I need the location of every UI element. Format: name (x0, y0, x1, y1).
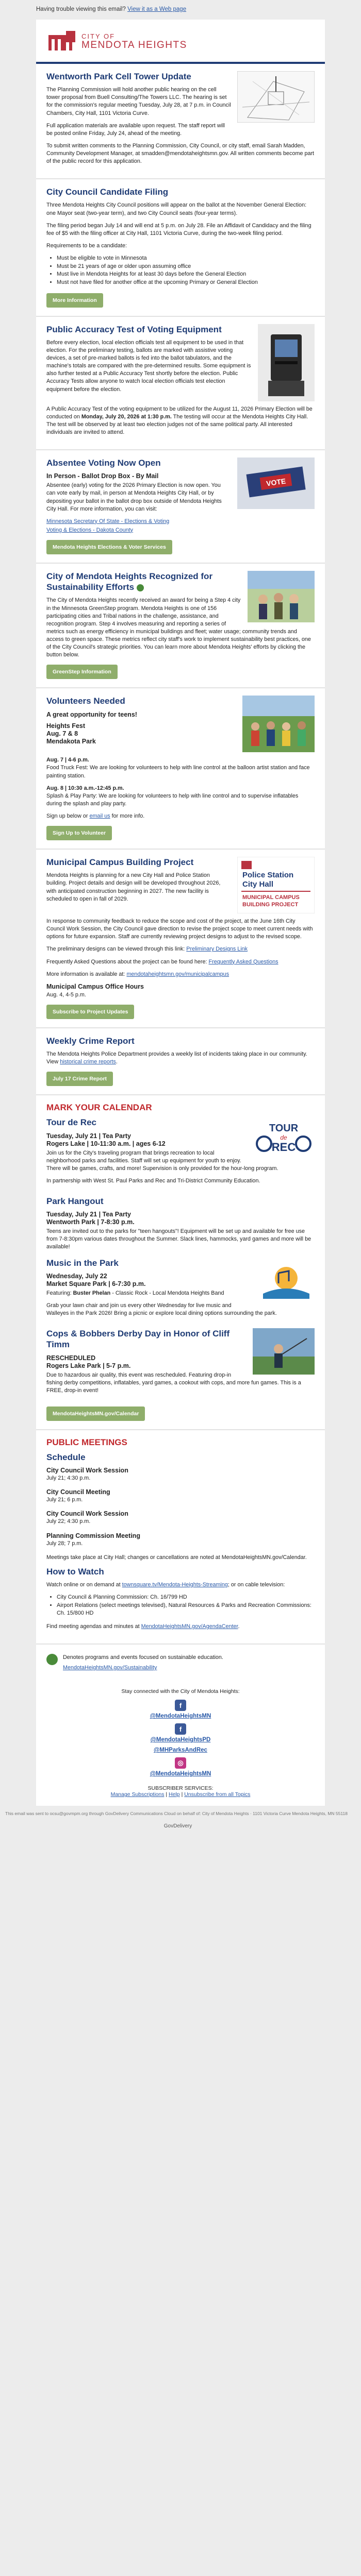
dakota-county-link[interactable]: Voting & Elections - Dakota County (46, 527, 134, 533)
campus-project-logo (237, 857, 315, 913)
volunteers-title: Volunteers Needed (46, 696, 125, 706)
meetings-banner: PUBLIC MEETINGS (46, 1437, 127, 1447)
list-item: • Airport Relations (select meetings televised), Natural Resources & Parks and Recreation Commissions: Ch. 15/800 HD (57, 1602, 315, 1618)
campus-logo-line2: City Hall (242, 880, 274, 889)
campus-p5-text: More information is available at: (46, 971, 127, 977)
fishing-photo (253, 1328, 315, 1375)
heights-fest-location: Mendakota Park (46, 737, 96, 745)
sust-text: Denotes programs and events focused on sustainable education. (63, 1654, 223, 1661)
watch-text-end: ; or on cable television: (227, 1582, 285, 1588)
email-body (36, 20, 325, 1680)
meetings-section (36, 1429, 325, 1643)
tour-date: Tuesday, July 21 | Tea Party (46, 1132, 131, 1140)
email-us-link[interactable]: email us (89, 812, 110, 819)
campus-info-link[interactable]: mendotaheightsmn.gov/municipalcampus (126, 971, 229, 977)
tower-p1: The Planning Commission will hold another public hearing on the cell tower proposal from Buell Consulting/The Towers LLC. The hearing is set for the commission's regular meeting Tuesday, July 28, at 7 p.m. in Council Chambers, City Hall, 1101 Victoria Curve. (46, 87, 231, 116)
volunteer-slot-2 (46, 785, 315, 808)
cops-status: RESCHEDULED (46, 1354, 96, 1362)
candidate-section (36, 178, 325, 315)
campus-logo-line4: BUILDING PROJECT (242, 902, 299, 908)
music-park-event (46, 1258, 315, 1323)
list-item: • Must not have filed for another office at the upcoming Primary or General Election (57, 279, 315, 287)
campus-hours: Aug. 4, 4-5 p.m. (46, 991, 86, 998)
sustainability-note (36, 1643, 325, 1680)
volunteer-signup-button[interactable]: Sign Up to Volunteer (46, 826, 112, 840)
slot-1-date: Aug. 7 | 4-6 p.m. (46, 757, 89, 764)
crime-title: Weekly Crime Report (46, 1036, 135, 1046)
meeting-date: July 21; 4:30 p.m. (46, 1475, 91, 1482)
meeting-name: City Council Work Session (46, 1510, 128, 1518)
facebook-parks-link[interactable]: @MHParksAndRec (154, 1747, 207, 1754)
crime-report-button[interactable]: July 17 Crime Report (46, 1072, 113, 1086)
accuracy-date: Monday, July 20, 2026 at 1:30 p.m. (81, 413, 172, 420)
schedule-item (46, 1532, 315, 1548)
heights-fest-title: Heights Fest (46, 722, 86, 730)
facebook-icon[interactable]: f (175, 1700, 186, 1711)
list-item: • Must live in Mendota Heights for at least 30 days before the General Election (57, 270, 315, 279)
tower-title: Wentworth Park Cell Tower Update (46, 72, 191, 81)
meeting-name: City Council Meeting (46, 1488, 110, 1496)
list-item: • Must be 21 years of age or older upon assuming office (57, 263, 315, 271)
mn-sos-link[interactable]: Minnesota Secretary Of State - Elections & Voting (46, 518, 170, 524)
music-p: Grab your lawn chair and join us every other Wednesday for live music and Walleyes in the Park 2026! Bring a picnic or explore local dining options surrounding the park. (46, 1302, 277, 1317)
hangout-title: Park Hangout (46, 1196, 104, 1206)
candidate-p2: The filing period began July 14 and will end at 5 p.m. on July 28. File an Affidavit of Candidacy and the filing fee of $5 with the filing officer at City Hall, 1101 Victoria Curve, during the two-week filing period. (46, 222, 311, 236)
schedule-item (46, 1488, 315, 1504)
find-agendas (46, 1623, 315, 1631)
streaming-link[interactable]: townsquare.tv/Mendota-Heights-Streaming (122, 1582, 228, 1588)
sustainability-link[interactable]: MendotaHeightsMN.gov/Sustainability (63, 1665, 157, 1671)
calendar-banner: MARK YOUR CALENDAR (46, 1103, 152, 1113)
signup-text: Sign up below or (46, 812, 90, 819)
accuracy-title: Public Accuracy Test of Voting Equipment (46, 324, 222, 334)
sustainability-leaf-icon (46, 1654, 58, 1665)
music-park-logo (258, 1258, 315, 1304)
accuracy-p2-text: A Public Accuracy Test of the voting equipment to be utilized for the August 11, 2026 Primary Election will be conducted on (46, 405, 313, 420)
elections-button[interactable]: Mendota Heights Elections & Voter Services (46, 540, 172, 554)
greenstep-photo (248, 571, 315, 622)
slot-2-date: Aug. 8 | 10:30 a.m.-12:45 p.m. (46, 785, 124, 791)
tour-p1: Join us for the City's traveling program that brings recreation to local neighborhood parks and facilities. Staff will set up equipment for youth to enjoy. There will be games, crafts, and more! Supervision is only provided for the hour-long program. (46, 1149, 278, 1172)
govdelivery-badge (5, 1816, 351, 1831)
absentee-subtitle: In Person - Ballot Drop Box - By Mail (46, 472, 159, 480)
greenstep-title-text: City of Mendota Heights Recognized for Sustainability Efforts (46, 571, 213, 592)
footer (36, 1680, 325, 1806)
music-band-desc: - Classic Rock - Local Mendota Heights Band (110, 1290, 224, 1296)
accuracy-section (36, 316, 325, 449)
meeting-date: July 21; 6 p.m. (46, 1497, 83, 1503)
tour-title: Tour de Rec (46, 1117, 96, 1128)
calendar-section (36, 1094, 325, 1429)
campus-hours-title: Municipal Campus Office Hours (46, 982, 144, 990)
historical-crime-link[interactable]: historical crime reports (60, 1059, 116, 1065)
volunteers-section (36, 687, 325, 849)
facebook-icon[interactable]: f (175, 1723, 186, 1735)
watch-p1 (46, 1581, 315, 1589)
facebook-link[interactable]: @MendotaHeightsMN (150, 1713, 211, 1720)
campus-p3-text: The preliminary designs can be viewed through this link: (46, 946, 187, 953)
campus-section (36, 849, 325, 1027)
calendar-button[interactable]: MendotaHeightsMN.gov/Calendar (46, 1406, 145, 1421)
campus-subscribe-button[interactable]: Subscribe to Project Updates (46, 1005, 134, 1019)
candidate-title: City Council Candidate Filing (46, 187, 169, 197)
meeting-name: City Council Work Session (46, 1467, 128, 1475)
preheader-text: Having trouble viewing this email? (36, 6, 126, 12)
logo-line2: MENDOTA HEIGHTS (81, 39, 187, 50)
music-title: Music in the Park (46, 1258, 119, 1268)
accuracy-p2-rest: The testing will occur at the Mendota Heights City Hall. The test will be observed by at least two election judges not of the same political party. All interested individuals are invited to attend. (46, 413, 308, 435)
cops-p: Due to hazardous air quality, this event was rescheduled. Featuring drop-in fishing derby competitions, inflatables, yard games, a cookout with cops, and more fun games. This is a FREE, drop-in event! (46, 1371, 301, 1394)
facebook-pd-link[interactable]: @MendotaHeightsPD (150, 1737, 211, 1743)
list-item: • City Council & Planning Commission: Ch. 16/799 HD (57, 1594, 315, 1602)
music-band: Buster Phelan (73, 1290, 111, 1296)
tour-logo-line2: de (280, 1134, 287, 1142)
tower-drawing-image (237, 71, 315, 123)
candidate-p1: Three Mendota Heights City Council positions will appear on the ballot at the November General Election: one Mayor seat (two-year term), and two City Council seats (four-year terms). (46, 202, 307, 216)
cops-bobbers-event (46, 1328, 315, 1399)
campus-title: Municipal Campus Building Project (46, 857, 194, 868)
park-hangout-event (46, 1196, 315, 1251)
meeting-date: July 28; 7 p.m. (46, 1540, 83, 1547)
tour-location: Rogers Lake | 10-11:30 a.m. | ages 6-12 (46, 1140, 166, 1147)
campus-p4 (46, 958, 315, 966)
greenstep-section (36, 563, 325, 687)
tour-logo-line1: TOUR (269, 1123, 299, 1134)
help-link[interactable]: Help (169, 1791, 180, 1798)
list-item: • Must be eligible to vote in Minnesota (57, 255, 315, 263)
volunteers-photo (242, 696, 315, 752)
find-text-end: . (238, 1623, 240, 1630)
logo-wordmark (81, 33, 187, 50)
candidate-requirements-list (57, 255, 315, 287)
campus-logo-line1: Police Station (242, 871, 294, 880)
logo-line1: CITY OF (81, 32, 116, 41)
tour-logo-line3: REC (271, 1141, 296, 1154)
social-links (46, 1700, 315, 1779)
govdelivery-label: GovDelivery (163, 1823, 192, 1829)
vote-sign-label: VOTE (266, 477, 287, 488)
agenda-center-link[interactable]: MendotaHeightsMN.gov/AgendaCenter (141, 1623, 238, 1630)
instagram-link[interactable]: @MendotaHeightsMN (150, 1771, 211, 1777)
hangout-p: Teens are invited out to the parks for "teen hangouts"! Equipment will be set up and available for free use from 7-8:30pm various dates throughout the Summer. Slack lines, hammocks, yard games and more will be available! (46, 1228, 311, 1250)
legal-text (0, 1806, 361, 1841)
tower-p3: To submit written comments to the Planning Commission, City Council, or city staff, email Sarah Madden, Community Development Manager, at smadden@mendotaheightsmn.gov. All written comments become part of the public record for this application. (46, 142, 315, 165)
tour-de-rec-logo (253, 1117, 315, 1158)
absentee-title: Absentee Voting Now Open (46, 458, 161, 468)
signup-text-end: for more info. (110, 812, 145, 819)
schedule-item (46, 1510, 315, 1526)
voting-machine-image (258, 324, 315, 401)
legal-line: This email was sent to ocsu@govmpm.org through GovDelivery Communications Cloud on behalf of: City of Mendota Heights · 1101 Victoria Curve Mendota Heights, MN 55118 (5, 1811, 348, 1817)
heights-fest-dates: Aug. 7 & 8 (46, 730, 78, 737)
campus-p2: In response to community feedback to reduce the scope and cost of the project, at the June 16th City Council Work Session, the City Council gave direction to revise the project scope to meet current needs with options for future expansion. Staff are currently reviewing project designs to adjust to the revised scope. (46, 918, 313, 940)
view-web-link[interactable]: View it as a Web page (127, 6, 187, 12)
meeting-date: July 22; 4:30 p.m. (46, 1518, 91, 1525)
tour-p2: In partnership with West St. Paul Parks and Rec and Tri-District Community Education. (46, 1177, 260, 1184)
slot-2-desc: Splash & Play Party: We are looking for volunteers to help with line control and to supervise inflatables during the splash and play party. (46, 792, 299, 807)
crime-text-end: . (116, 1059, 118, 1065)
meeting-name: Planning Commission Meeting (46, 1532, 140, 1539)
volunteer-slot-1 (46, 756, 315, 779)
subscriber-services (46, 1785, 315, 1798)
unsubscribe-link[interactable]: Unsubscribe from all Topics (184, 1791, 251, 1798)
hangout-date: Tuesday, July 21 | Tea Party (46, 1211, 131, 1218)
schedule-title: Schedule (46, 1452, 86, 1462)
absentee-p1: Absentee (early) voting for the 2026 Primary Election is now open. You can vote early by mail, in person at Mendota Heights City Hall, or by depositing your ballot in the ballot drop box outside of Mendota Heights City Hall. For more information, you can visit: (46, 482, 222, 512)
vote-sign-image (237, 457, 315, 509)
slot-1-desc: Food Truck Fest: We are looking for volunteers to help with line control at the balloon artist station and face painting station. (46, 765, 310, 779)
faq-link[interactable]: Frequently Asked Questions (208, 958, 278, 965)
subscriber-links: Manage Subscriptions | Help | Unsubscribe from all Topics (110, 1791, 251, 1798)
tower-section (36, 64, 325, 178)
subscriber-services-title: SUBSCRIBER SERVICES: (147, 1785, 214, 1792)
crime-section (36, 1027, 325, 1094)
cops-title: Cops & Bobbers Derby Day in Honor of Cliff Timm (46, 1329, 230, 1350)
accuracy-p2 (46, 405, 315, 436)
instagram-icon[interactable]: ◎ (175, 1757, 186, 1769)
candidate-p3: Requirements to be a candidate: (46, 242, 127, 249)
find-text: Find meeting agendas and minutes at (46, 1623, 141, 1630)
crime-p1 (46, 1050, 315, 1066)
greenstep-p1: The City of Mendota Heights recently received an award for being a Step 4 city in the Minnesota GreenStep program. Mendota Heights is one of 156 participating cities and Tribal nations in the challenge, assistance, and recognition program. Step 4 involves measuring and reporting a series of metrics such as energy efficiency in municipal buildings and fleet; water usage; community trends and access to green space. These metrics reflect city staff's work to implement sustainability best practices, one of the City Council's strategic priorities. You can learn more about Mendota Heights' efforts by clicking the button below. (46, 597, 311, 658)
candidate-more-info-button[interactable]: More Information (46, 293, 103, 308)
volunteer-signup-note (46, 812, 315, 820)
watch-title: How to Watch (46, 1566, 104, 1577)
absentee-section (36, 449, 325, 563)
manage-subscriptions-link[interactable]: Manage Subscriptions (110, 1791, 165, 1798)
cops-location: Rogers Lake Park | 5-7 p.m. (46, 1362, 131, 1369)
music-location: Market Square Park | 6-7:30 p.m. (46, 1280, 146, 1287)
crime-text: The Mendota Heights Police Department provides a weekly list of incidents taking place in our community. View (46, 1051, 307, 1065)
hangout-location: Wentworth Park | 7-8:30 p.m. (46, 1218, 135, 1226)
preliminary-designs-link[interactable]: Preliminary Designs Link (186, 946, 248, 953)
volunteers-subtitle: A great opportunity for teens! (46, 710, 137, 718)
campus-p4-text: Frequently Asked Questions about the project can be found here: (46, 958, 209, 965)
music-feat-label: Featuring: (46, 1290, 73, 1296)
campus-p1: Mendota Heights is planning for a new City Hall and Police Station building. Project details and design will be developed throughout 2026, with anticipated construction beginning in 2027. The new facility is scheduled to open in fall of 2029. (46, 872, 221, 902)
campus-p5 (46, 971, 315, 978)
cable-channels-list (57, 1594, 315, 1618)
greenstep-button[interactable]: GreenStep Information (46, 665, 118, 679)
watch-text: Watch online or on demand at (46, 1582, 122, 1588)
header-logo (36, 20, 325, 62)
campus-p3 (46, 945, 315, 953)
music-date: Wednesday, July 22 (46, 1272, 107, 1280)
preheader (0, 0, 361, 20)
stay-connected-text: Stay connected with the City of Mendota Heights: (121, 1688, 240, 1695)
schedule-item (46, 1467, 315, 1482)
sustainability-leaf-icon (137, 584, 144, 591)
accuracy-p1: Before every election, local election officials test all equipment to be used in that election. For the preliminary testing, ballots are marked with assistive voting devices, a set of pre-marked ballots is fed into the ballot tabulators, and the machine's totals are compared with the pre-determined results. Some equipment is also further tested at a Public Accuracy Test shortly before the election. Public Accuracy Tests allow anyone to watch local election officials test election equipment before the election. (46, 339, 251, 393)
tour-de-rec-event (46, 1117, 315, 1190)
city-logo-icon (46, 29, 77, 55)
campus-logo-line3: MUNICIPAL CAMPUS (242, 894, 300, 901)
tower-p2: Full application materials are available upon request. The staff report will be posted online Friday, July 24, ahead of the meeting. (46, 122, 225, 137)
meetings-note: Meetings take place at City Hall; changes or cancellations are noted at MendotaHeightsMN.gov/Calendar. (46, 1554, 307, 1561)
